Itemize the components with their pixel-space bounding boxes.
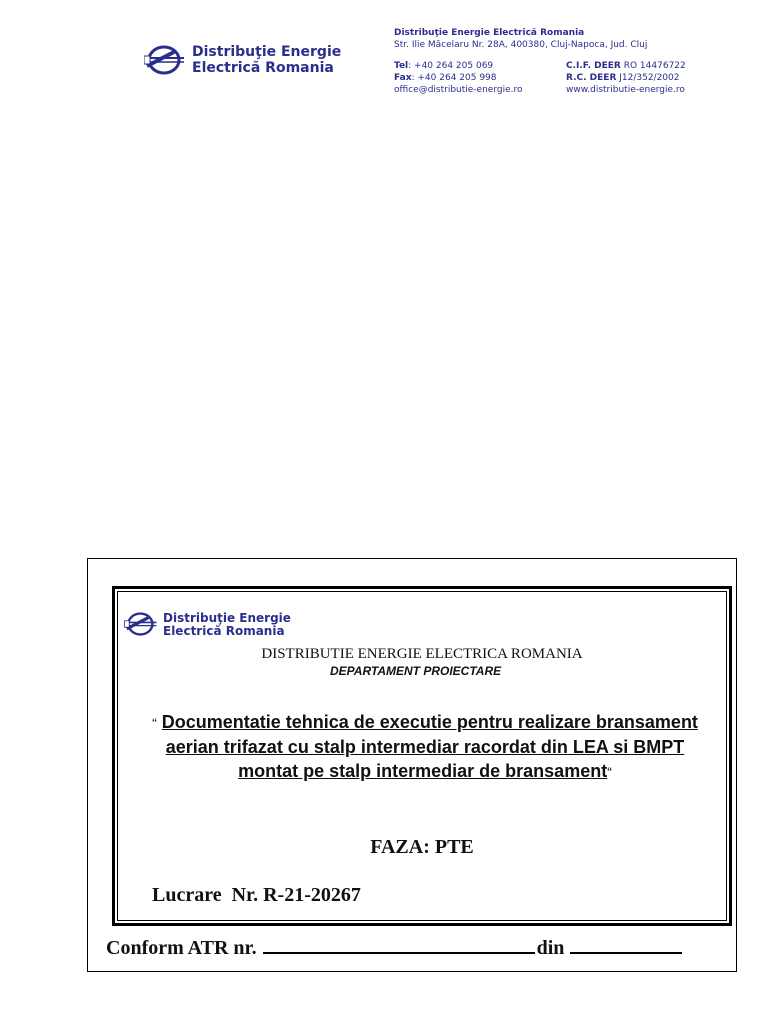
close-quote: “	[607, 764, 612, 780]
din-label: din	[536, 937, 565, 959]
cover-logo	[124, 608, 291, 640]
open-quote: “	[152, 715, 157, 731]
conform-label: Conform ATR nr.	[106, 937, 257, 959]
email-line: office@distributie-energie.ro	[394, 85, 523, 95]
date-blank	[570, 934, 682, 954]
tel-line	[394, 60, 523, 72]
header-logo-line1: Distribuţie Energie	[192, 44, 342, 60]
header-logo	[144, 40, 341, 80]
work-number: Lucrare Nr. R-21-20267	[152, 884, 361, 906]
document-title	[140, 710, 710, 784]
conform-line	[106, 934, 682, 960]
cover-logo-text	[163, 612, 291, 637]
rc-line	[566, 72, 686, 84]
atr-number-blank	[263, 934, 535, 954]
cif-value: RO 14476722	[620, 61, 686, 71]
document-title-text: Documentatie tehnica de executie pentru realizare bransament aerian trifazat cu stalp intermediar racordat din LEA si BMPT montat pe stalp intermediar de bransament	[161, 712, 698, 781]
company-name: Distribuţie Energie Electrică Romania	[394, 28, 585, 38]
phase-label: FAZA: PTE	[370, 836, 474, 858]
tel-label: Tel	[394, 61, 409, 71]
department-name: DEPARTAMENT PROIECTARE	[330, 664, 502, 678]
rc-label: R.C. DEER	[566, 73, 617, 83]
company-address: Str. Ilie Măcelaru Nr. 28A, 400380, Cluj-Napoca, Jud. Cluj	[394, 40, 648, 50]
cif-line	[566, 60, 686, 72]
cover-logo-icon	[124, 608, 160, 640]
cif-label: C.I.F. DEER	[566, 61, 621, 71]
tel-value: : +40 264 205 069	[408, 61, 494, 71]
company-info	[394, 27, 647, 51]
fax-value: : +40 264 205 998	[411, 73, 497, 83]
company-logo-icon	[144, 40, 188, 80]
contact-right	[566, 60, 686, 96]
contact-left	[394, 60, 523, 96]
fax-label: Fax	[394, 73, 412, 83]
header-logo-line2: Electrică Romania	[192, 60, 334, 76]
web-line: www.distributie-energie.ro	[566, 85, 685, 95]
cover-logo-line1: Distribuţie Energie	[163, 610, 291, 625]
organization-name: DISTRIBUTIE ENERGIE ELECTRICA ROMANIA	[261, 646, 583, 662]
header-logo-text	[192, 45, 341, 75]
rc-value: J12/352/2002	[616, 73, 680, 83]
fax-line	[394, 72, 523, 84]
cover-logo-line2: Electrică Romania	[163, 623, 285, 638]
